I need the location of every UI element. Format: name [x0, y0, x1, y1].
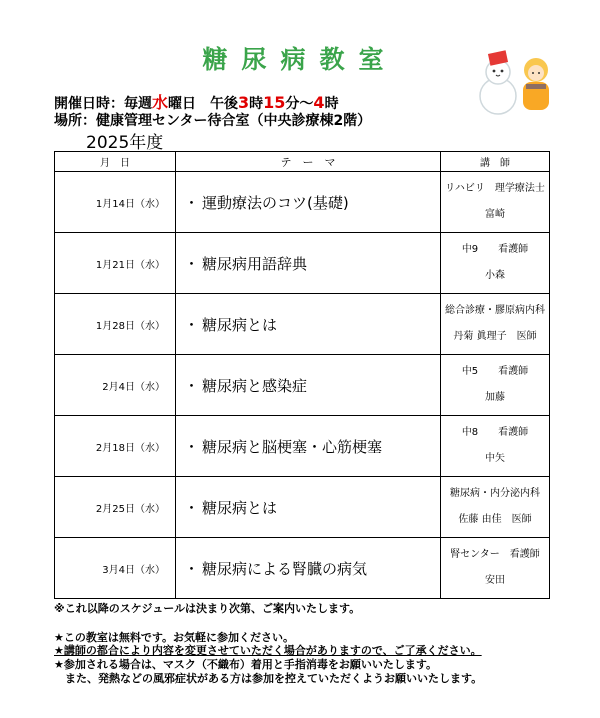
row-theme: ・ 糖尿病と感染症 — [176, 355, 441, 416]
schedule-table — [54, 151, 550, 599]
table-header-row — [55, 152, 550, 172]
row-date: 2月4日（水） — [55, 355, 176, 416]
note-free: ★この教室は無料です。お気軽に参加ください。 — [54, 631, 294, 644]
row-lecturer: 腎センター 看護師 安田 — [441, 538, 550, 599]
page-title: 糖尿病教室 — [202, 45, 398, 74]
header-theme: テ ー マ — [176, 152, 441, 172]
row-lecturer: 中9 看護師 小森 — [441, 233, 550, 294]
header-lecturer: 講 師 — [441, 152, 550, 172]
schedule-info: 開催日時：毎週水曜日 午後3時15分～4時 — [54, 93, 339, 112]
table-row — [55, 233, 550, 294]
row-lecturer: 総合診療・膠原病内科 丹菊 眞理子 医師 — [441, 294, 550, 355]
row-theme: ・ 糖尿病による腎臓の病気 — [176, 538, 441, 599]
table-row — [55, 172, 550, 233]
row-theme: ・ 糖尿病とは — [176, 477, 441, 538]
table-row — [55, 538, 550, 599]
row-lecturer: 中8 看護師 中矢 — [441, 416, 550, 477]
note-schedule: ※これ以降のスケジュールは決まり次第、ご案内いたします。 — [54, 602, 361, 615]
row-lecturer: 中5 看護師 加藤 — [441, 355, 550, 416]
row-theme: ・ 糖尿病と脳梗塞・心筋梗塞 — [176, 416, 441, 477]
table-row — [55, 355, 550, 416]
table-row — [55, 294, 550, 355]
row-theme: ・ 糖尿病とは — [176, 294, 441, 355]
row-theme: ・ 運動療法のコツ(基礎) — [176, 172, 441, 233]
row-date: 1月14日（水） — [55, 172, 176, 233]
table-row — [55, 477, 550, 538]
table-row — [55, 416, 550, 477]
location-info: 場所：健康管理センター待合室（中央診療棟2階） — [54, 113, 372, 129]
note-change: ★講師の都合により内容を変更させていただく場合がありますので、ご了承ください。 — [54, 644, 482, 657]
row-lecturer: 糖尿病・内分泌内科 佐藤 由佳 医師 — [441, 477, 550, 538]
row-date: 1月21日（水） — [55, 233, 176, 294]
note-mask: ★参加される場合は、マスク（不織布）着用と手指消毒をお願いいたします。 — [54, 658, 437, 671]
row-date: 3月4日（水） — [55, 538, 176, 599]
snowman-illustration-icon — [470, 40, 560, 120]
row-date: 2月25日（水） — [55, 477, 176, 538]
fiscal-year: 2025年度 — [86, 133, 164, 153]
row-lecturer: リハビリ 理学療法士 富崎 — [441, 172, 550, 233]
header-date: 月 日 — [55, 152, 176, 172]
row-theme: ・ 糖尿病用語辞典 — [176, 233, 441, 294]
note-fever: また、発熱などの風邪症状がある方は参加を控えていただくようお願いいたします。 — [54, 672, 483, 685]
row-date: 2月18日（水） — [55, 416, 176, 477]
row-date: 1月28日（水） — [55, 294, 176, 355]
